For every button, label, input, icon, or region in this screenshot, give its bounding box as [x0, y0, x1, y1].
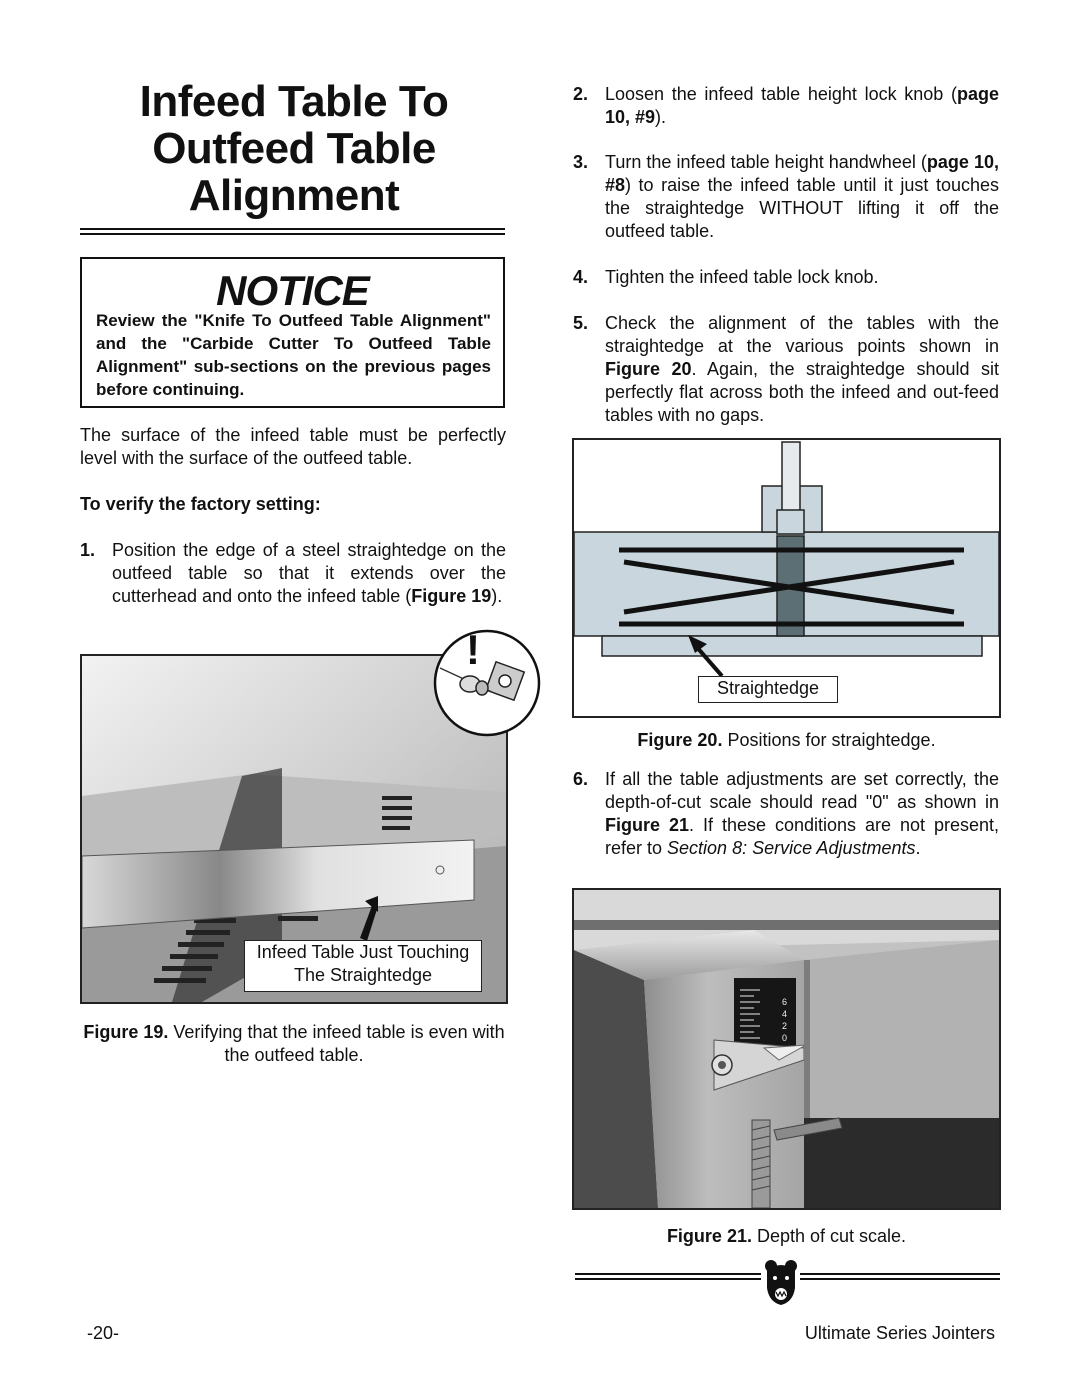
straightedge-diagram: [574, 440, 999, 716]
figure-19-caption: Figure 19. Verifying that the infeed table is even with the outfeed table.: [83, 1022, 505, 1065]
figure-19-callout: Infeed Table Just Touching The Straightedge: [244, 940, 482, 992]
step-3: 3. Turn the infeed table height handwheel (page 10, #8) to raise the infeed table until it just touches the straightedge WITHOUT lifting it off the outfeed table.: [573, 152, 999, 241]
page-title: Infeed Table To Outfeed Table Alignment: [139, 77, 449, 220]
figure-20-caption: Figure 20. Positions for straightedge.: [637, 730, 936, 750]
page-10-9-reference: page 10, #9: [605, 84, 999, 127]
figure-19-reference: Figure 19: [411, 586, 492, 606]
title-rule: [80, 228, 505, 235]
step-4: 4. Tighten the infeed table lock knob.: [573, 267, 879, 287]
figure-21-reference: Figure 21: [605, 815, 689, 835]
step-6: 6. If all the table adjustments are set correctly, the depth-of-cut scale should read "0" as shown in Figure 21. If these conditions are not present, refer to Section 8: Service Adjustments.: [573, 769, 999, 858]
bear-head-icon: [763, 1258, 799, 1306]
step-2: 2. Loosen the infeed table height lock knob (page 10, #9).: [573, 84, 999, 127]
series-title: Ultimate Series Jointers: [804, 1323, 995, 1343]
footer-rule-left: [575, 1273, 761, 1280]
depth-scale-labels: 6 4 2 0: [782, 997, 788, 1043]
step-1: 1. Position the edge of a steel straightedge on the outfeed table so that it extends over the cutterhead and onto the infeed table (Figure 19).: [80, 540, 506, 606]
notice-heading: NOTICE: [216, 267, 369, 314]
warning-exclamation: !: [466, 626, 480, 673]
page-10-8-reference: page 10, #8: [605, 152, 999, 195]
notice-box: [80, 257, 505, 408]
figure-21-photo: [572, 888, 1001, 1210]
section-8-reference: Section 8: Service Adjustments: [667, 838, 916, 858]
wrench-adjust-icon: [432, 628, 542, 738]
verify-heading: To verify the factory setting:: [80, 494, 321, 514]
footer-rule-right: [800, 1273, 1000, 1280]
page-number: -20-: [87, 1323, 120, 1343]
step-5: 5. Check the alignment of the tables with the straightedge at the various points shown in Figure 20. Again, the straightedge should sit perfectly flat across both the infeed and out-feed tables with no gaps.: [573, 313, 1000, 425]
figure-20-reference: Figure 20: [605, 359, 692, 379]
depth-scale-photo: [574, 890, 999, 1208]
figure-20-diagram: [572, 438, 1001, 718]
notice-text: Review the "Knife To Outfeed Table Alignment" and the "Carbide Cutter To Outfeed Table Alignment" sub-sections on the previous pages before continuing.: [96, 311, 491, 399]
straightedge-callout: Straightedge: [698, 676, 838, 703]
figure-21-caption: Figure 21. Depth of cut scale.: [666, 1226, 907, 1246]
warning-badge: [432, 628, 542, 738]
intro-paragraph: The surface of the infeed table must be perfectly level with the surface of the outfeed table.: [80, 425, 506, 468]
